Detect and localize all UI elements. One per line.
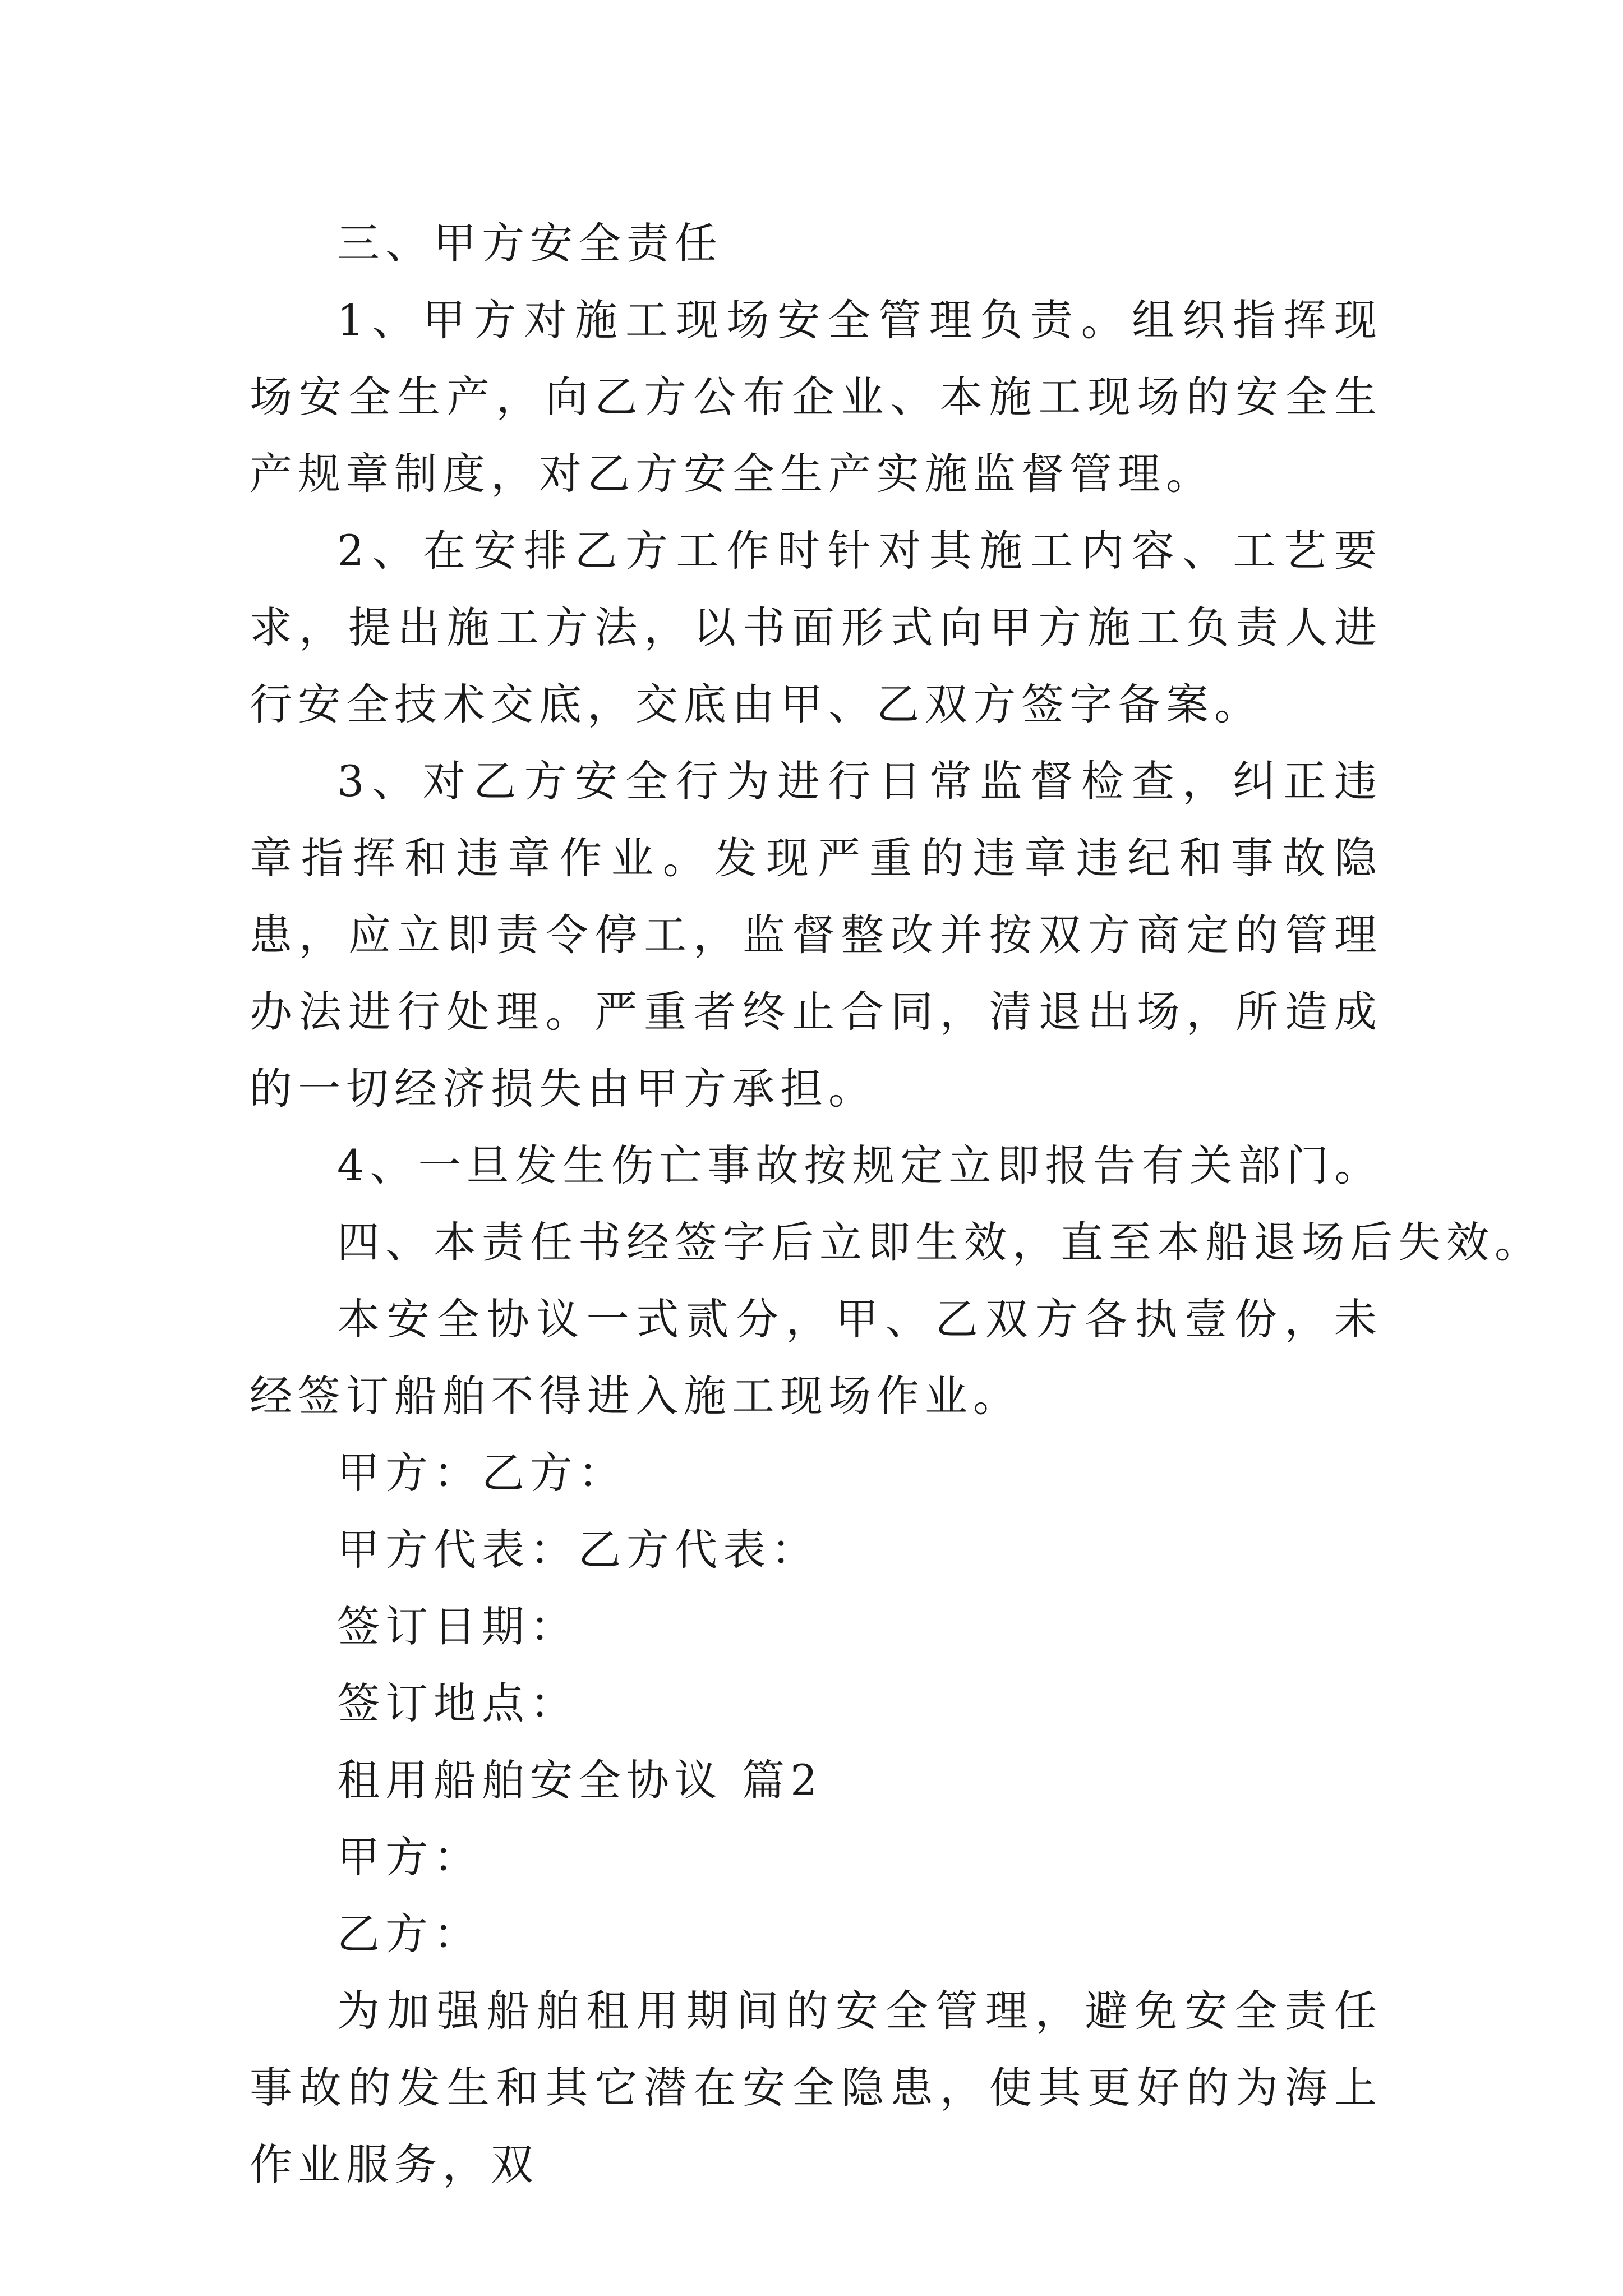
- copies-paragraph: 本安全协议一式贰分，甲、乙双方各执壹份，未经签订船舶不得进入施工现场作业。: [250, 1294, 1382, 1421]
- section-heading-4: 四、本责任书经签字后立即生效，直至本船退场后失效。: [337, 1217, 1543, 1267]
- document-body: [250, 205, 1543, 2203]
- clause-paragraph-4: 4、一旦发生伤亡事故按规定立即报告有关部门。: [337, 1140, 1383, 1190]
- signing-date-label: 签订日期：: [337, 1602, 578, 1651]
- clause-paragraph-1: 1、甲方对施工现场安全管理负责。组织指挥现场安全生产，向乙方公布企业、本施工现场的安全生产规章制度，对乙方安全生产实施监督管理。: [250, 295, 1382, 499]
- party-a-label: 甲方：: [337, 1832, 482, 1882]
- clause-paragraph-3: 3、对乙方安全行为进行日常监督检查，纠正违章指挥和违章作业。发现严重的违章违纪和事故隐患，应立即责令停工，监督整改并按双方商定的管理办法进行处理。严重者终止合同，清退出场，所造成的一切经济损失由甲方承担。: [250, 756, 1382, 1114]
- preamble-paragraph: 为加强船舶租用期间的安全管理，避免安全责任事故的发生和其它潜在安全隐患，使其更好的为海上作业服务，双: [250, 1986, 1382, 2189]
- party-b-label: 乙方：: [337, 1909, 482, 1959]
- section-heading-3: 三、甲方安全责任: [337, 218, 723, 268]
- signing-place-label: 签订地点：: [337, 1678, 578, 1728]
- agreement-title-part-2: 租用船舶安全协议 篇2: [337, 1755, 823, 1805]
- party-label-line: 甲方：乙方：: [337, 1448, 626, 1498]
- clause-paragraph-2: 2、在安排乙方工作时针对其施工内容、工艺要求，提出施工方法，以书面形式向甲方施工负责人进行安全技术交底，交底由甲、乙双方签字备案。: [250, 526, 1382, 729]
- representative-label-line: 甲方代表：乙方代表：: [337, 1525, 819, 1575]
